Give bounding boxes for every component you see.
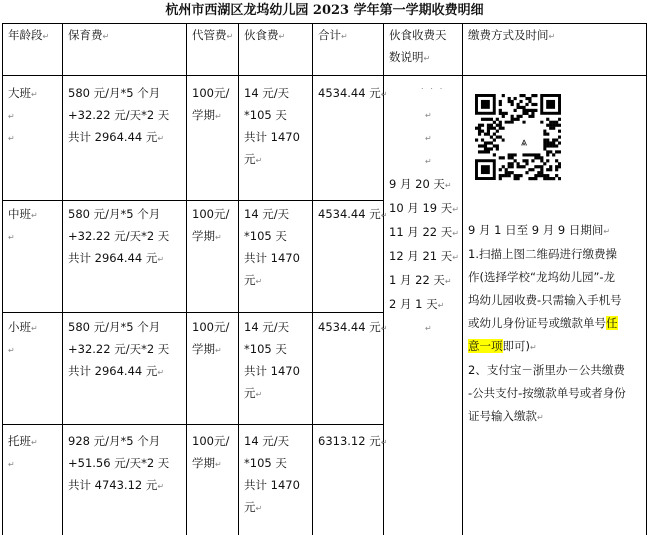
row-custody-fee: 100元/ 学期↵ [192,320,230,356]
highlighted-text: 意一项 [468,339,503,353]
payment-period: 9 月 1 日至 9 月 9 日期间 [468,223,604,237]
row-care-fee: 580 元/月*5 个月 +32.22 元/天*2 天 共计 2964.44 元↵ [68,207,170,265]
meal-days-list: ↵ ↵ ↵ 9 月 20 天↵ 10 月 19 天↵ 11 月 22 天↵ 12 月 21 天↵ 1 月 22 天↵ 2 月 1 天↵ ↵ [389,111,459,333]
payment-instructions: 9 月 1 日至 9 月 9 日期间↵ 1.扫描上图二维码进行缴费操 作(选择学校“龙坞幼儿园”-龙 坞幼儿园收费-只需输入手机号 或幼儿身份证号或缴款单号任 意一项即可)↵ 2、支付宝－浙里办－公共缴费 -公共支付-按缴款单号或者身份 证号输入缴款↵ [468,223,626,423]
row-age-label: 大班↵ ↵ ↵ [8,86,38,143]
row-care-fee: 580 元/月*5 个月 +32.22 元/天*2 天 共计 2964.44 元↵ [68,86,170,144]
row-meal-fee: 14 元/天 *105 天 共计 1470 元↵ [244,86,300,166]
row-meal-fee: 14 元/天 *105 天 共计 1470 元↵ [244,207,300,287]
header-custody-fee: 代管费↵ [192,28,234,42]
header-age: 年龄段↵ [8,28,50,42]
payment-qr-code-icon [475,94,561,204]
svg-text:⩓: ⩓ [520,135,528,149]
row-meal-fee: 14 元/天 *105 天 共计 1470 元↵ [244,320,300,400]
highlighted-text: 任 [606,316,618,330]
row-custody-fee: 100元/ 学期↵ [192,86,230,122]
row-age-label: 小班↵ ↵ [8,320,38,355]
header-total: 合计↵ [318,28,348,42]
row-age-label: 托班↵ ↵ [8,434,38,469]
empty-paragraph-marks: ˙ ˙ ˙ [420,88,445,98]
row-total: 4534.44 元↵ [318,86,388,100]
header-meal-days: 伙食收费天 数说明↵ [389,28,447,64]
row-meal-fee: 14 元/天 *105 天 共计 1470 元↵ [244,434,300,514]
row-age-label: 中班↵ ↵ [8,207,38,242]
row-care-fee: 928 元/月*5 个月 +51.56 元/天*2 天 共计 4743.12 元↵ [68,434,170,492]
row-total: 4534.44 元↵ [318,320,388,334]
row-custody-fee: 100元/ 学期↵ [192,207,230,243]
header-meal-fee: 伙食费↵ [244,28,286,42]
row-care-fee: 580 元/月*5 个月 +32.22 元/天*2 天 共计 2964.44 元↵ [68,320,170,378]
page-title: 杭州市西湖区龙坞幼儿园 2023 学年第一学期收费明细 [165,3,484,18]
header-payment: 缴费方式及时间↵ [468,28,556,42]
row-total: 6313.12 元↵ [318,434,388,448]
row-total: 4534.44 元↵ [318,207,388,221]
row-custody-fee: 100元/ 学期↵ [192,434,230,470]
header-care-fee: 保育费↵ [68,28,110,42]
